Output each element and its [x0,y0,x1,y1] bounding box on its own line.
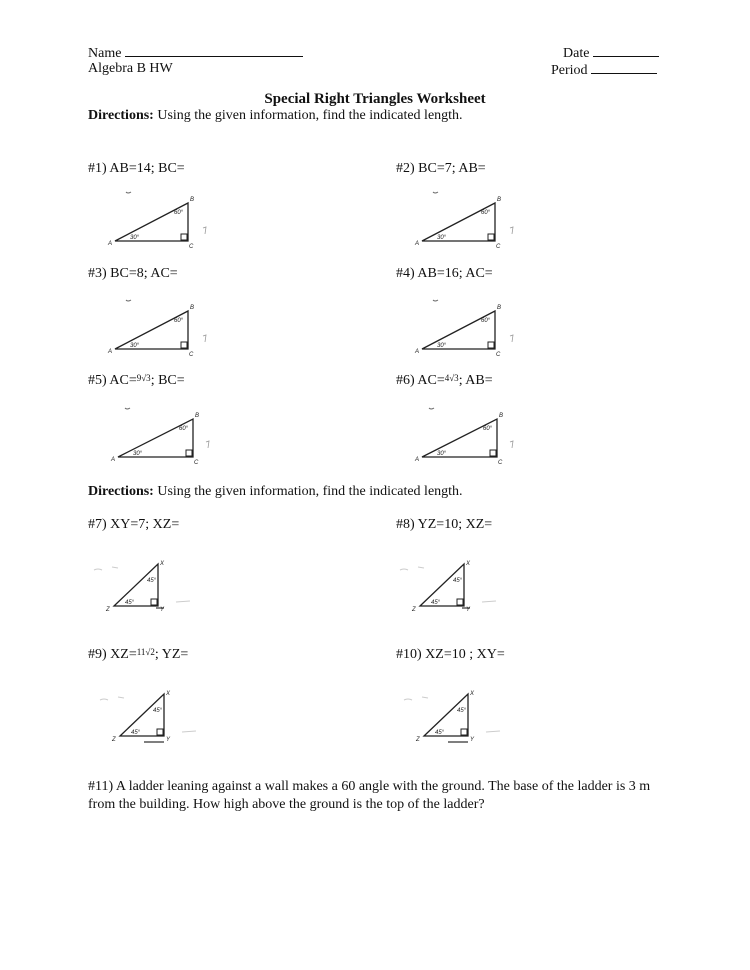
angle-label-60: 60° [174,318,184,324]
angle-label-30: 30° [437,235,447,241]
vertex-label-z: Z [412,607,416,613]
vertex-label-x: X [160,561,165,567]
vertex-label-b: B [195,413,200,419]
angle-label-60: 60° [179,426,189,432]
problem-11: #11) A ladder leaning against a wall makes a 60 angle with the ground. The base of the ladder is 3 m from the building. How high above the ground is the top of the ladder? [88,779,651,812]
date-label: Date [563,46,590,61]
vertex-label-a: A [108,241,113,247]
directions-2-text: Using the given information, find the indicated length. [153,484,463,499]
name-label: Name [88,46,122,61]
vertex-label-a: A [108,349,113,355]
triangle-diagram-8 [398,556,508,616]
triangle-diagram-10 [402,686,512,746]
directions-2 [88,484,463,500]
vertex-label-b: B [190,305,195,311]
vertex-label-a: A [415,349,420,355]
vertex-label-c: C [496,352,501,358]
directions-text: Using the given information, find the indicated length. [153,108,463,123]
vertex-label-y: Y [470,737,475,743]
problem-6-prefix: #6) AC= [396,373,445,388]
vertex-label-a: A [111,457,116,463]
date-blank[interactable] [593,44,659,57]
directions-label: Directions: [88,108,154,123]
problem-9-prefix: #9) XZ= [88,647,137,662]
problem-5-suffix: ; BC= [150,373,185,388]
worksheet-title: Special Right Triangles Worksheet [264,91,486,107]
angle-label-30: 30° [130,235,140,241]
triangle-diagram-5 [103,402,223,466]
name-line [88,44,303,62]
directions-2-label: Directions: [88,484,154,499]
problem-3: #3) BC=8; AC= [88,266,178,281]
triangle-diagram-4 [407,294,527,358]
angle-label-45-z: 45° [131,730,141,736]
angle-label-45-x: 45° [153,708,163,714]
vertex-label-c: C [496,244,501,250]
angle-label-30: 30° [133,451,143,457]
problem-6-suffix: ; AB= [458,373,493,388]
period-blank[interactable] [591,61,657,74]
triangle-diagram-6 [407,402,527,466]
vertex-label-x: X [470,691,475,697]
triangle-diagram-1 [100,186,220,250]
vertex-label-a: A [415,241,420,247]
vertex-label-c: C [194,460,199,466]
problem-6 [396,373,493,389]
triangle-diagram-3 [100,294,220,358]
angle-label-45-x: 45° [457,708,467,714]
triangle-diagram-9 [98,686,208,746]
problem-9-suffix: ; YZ= [154,647,189,662]
problem-7: #7) XY=7; XZ= [88,517,180,532]
vertex-label-c: C [498,460,503,466]
vertex-label-y: Y [466,607,471,613]
angle-label-60: 60° [174,210,184,216]
problem-4: #4) AB=16; AC= [396,266,493,281]
vertex-label-z: Z [416,737,420,743]
course-label: Algebra B HW [88,61,173,76]
angle-label-30: 30° [437,451,447,457]
vertex-label-a: A [415,457,420,463]
period-label: Period [551,63,588,78]
vertex-label-b: B [497,305,502,311]
angle-label-45-z: 45° [431,600,441,606]
angle-label-60: 60° [483,426,493,432]
vertex-label-c: C [189,244,194,250]
vertex-label-b: B [499,413,504,419]
directions [88,108,463,124]
problem-5-value: 9√3 [136,373,151,383]
problem-2: #2) BC=7; AB= [396,161,486,176]
vertex-label-z: Z [106,607,110,613]
problem-5-prefix: #5) AC= [88,373,137,388]
problem-9-value: 11√2 [136,647,155,657]
triangle-diagram-2 [407,186,527,250]
problem-5 [88,373,185,389]
vertex-label-y: Y [160,607,165,613]
problem-6-value: 4√3 [444,373,459,383]
vertex-label-b: B [497,197,502,203]
name-blank[interactable] [125,44,303,57]
vertex-label-y: Y [166,737,171,743]
problem-8: #8) YZ=10; XZ= [396,517,493,532]
vertex-label-x: X [166,691,171,697]
angle-label-60: 60° [481,318,491,324]
angle-label-45-x: 45° [147,578,157,584]
angle-label-60: 60° [481,210,491,216]
angle-label-45-z: 45° [435,730,445,736]
problem-1: #1) AB=14; BC= [88,161,185,176]
vertex-label-x: X [466,561,471,567]
problem-9 [88,647,188,663]
period-line [551,61,657,79]
vertex-label-b: B [190,197,195,203]
date-line [563,44,659,62]
angle-label-30: 30° [130,343,140,349]
vertex-label-z: Z [112,737,116,743]
problem-10: #10) XZ=10 ; XY= [396,647,505,662]
angle-label-45-z: 45° [125,600,135,606]
angle-label-30: 30° [437,343,447,349]
triangle-diagram-7 [92,556,202,616]
angle-label-45-x: 45° [453,578,463,584]
vertex-label-c: C [189,352,194,358]
